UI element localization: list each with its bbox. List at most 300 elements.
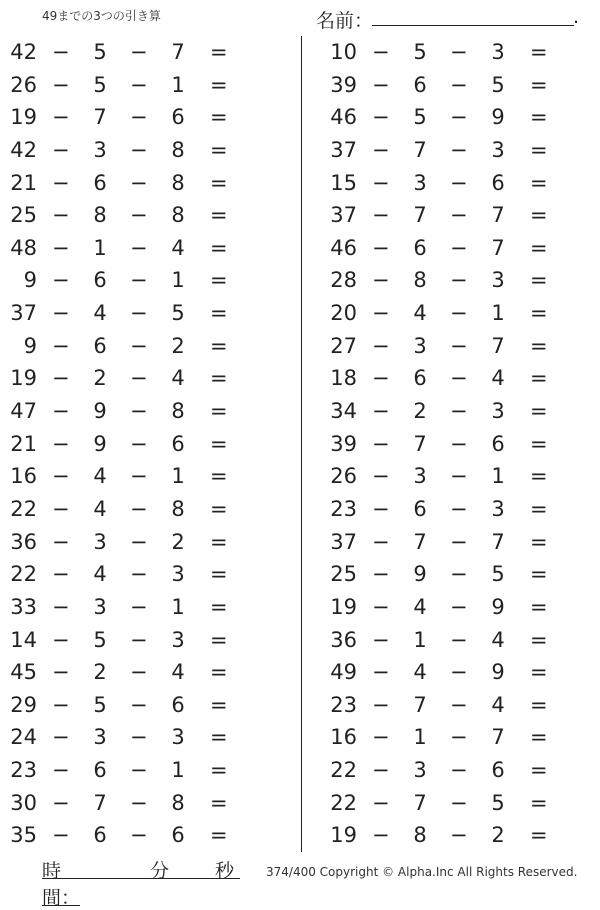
equals-sign: = [530, 203, 548, 228]
subtrahend-2: 7 [491, 725, 505, 750]
minuend: 36 [330, 627, 357, 652]
subtrahend-2: 7 [491, 529, 505, 554]
minus-sign-1: − [52, 399, 70, 424]
subtrahend-1: 6 [93, 758, 107, 783]
minus-sign-1: − [52, 301, 70, 326]
minus-sign-2: − [130, 170, 148, 195]
minuend: 22 [330, 758, 357, 783]
minuend: 42 [10, 137, 37, 162]
subtrahend-1: 7 [93, 790, 107, 815]
minus-sign-1: − [372, 333, 390, 358]
problem-row [0, 69, 280, 102]
subtrahend-1: 2 [93, 660, 107, 685]
subtrahend-2: 1 [171, 594, 185, 619]
minus-sign-2: − [450, 301, 468, 326]
subtrahend-1: 4 [93, 301, 107, 326]
minus-sign-2: − [130, 333, 148, 358]
minus-sign-2: − [450, 105, 468, 130]
minus-sign-2: − [130, 203, 148, 228]
equals-sign: = [530, 137, 548, 162]
subtrahend-2: 6 [491, 431, 505, 456]
problem-row [320, 689, 600, 722]
minus-sign-1: − [52, 594, 70, 619]
subtrahend-1: 7 [93, 105, 107, 130]
minus-sign-2: − [130, 496, 148, 521]
subtrahend-2: 9 [491, 660, 505, 685]
minuend: 37 [330, 529, 357, 554]
equals-sign: = [210, 758, 228, 783]
problem-row [320, 460, 600, 493]
equals-sign: = [530, 464, 548, 489]
equals-sign: = [210, 72, 228, 97]
equals-sign: = [530, 40, 548, 64]
subtrahend-1: 6 [413, 366, 427, 391]
minuend: 33 [10, 594, 37, 619]
minus-sign-2: − [130, 235, 148, 260]
subtrahend-2: 4 [171, 660, 185, 685]
subtrahend-2: 8 [171, 203, 185, 228]
equals-sign: = [530, 268, 548, 293]
problem-row [0, 526, 280, 559]
minus-sign-1: − [372, 105, 390, 130]
minus-sign-2: − [130, 692, 148, 717]
equals-sign: = [530, 105, 548, 130]
minuend: 28 [330, 268, 357, 293]
equals-sign: = [210, 627, 228, 652]
equals-sign: = [210, 790, 228, 815]
minuend: 14 [10, 627, 37, 652]
minus-sign-2: − [130, 301, 148, 326]
minus-sign-1: − [52, 366, 70, 391]
subtrahend-2: 3 [491, 40, 505, 64]
subtrahend-1: 8 [413, 268, 427, 293]
problem-row [320, 656, 600, 689]
minus-sign-2: − [450, 692, 468, 717]
minus-sign-1: − [52, 790, 70, 815]
minus-sign-1: − [52, 235, 70, 260]
minuend: 20 [330, 301, 357, 326]
problem-row [320, 69, 600, 102]
subtrahend-1: 2 [93, 366, 107, 391]
subtrahend-1: 1 [413, 627, 427, 652]
subtrahend-1: 7 [413, 137, 427, 162]
minus-sign-1: − [52, 268, 70, 293]
minus-sign-2: − [450, 790, 468, 815]
subtrahend-1: 9 [93, 399, 107, 424]
minus-sign-1: − [372, 725, 390, 750]
subtrahend-2: 1 [171, 268, 185, 293]
minus-sign-2: − [450, 203, 468, 228]
subtrahend-1: 3 [413, 464, 427, 489]
problem-row [0, 134, 280, 167]
subtrahend-2: 6 [491, 758, 505, 783]
subtrahend-2: 3 [491, 399, 505, 424]
minuend: 35 [10, 823, 37, 848]
subtrahend-1: 7 [413, 431, 427, 456]
minus-sign-2: − [130, 40, 148, 64]
minus-sign-1: − [52, 562, 70, 587]
minus-sign-2: − [450, 594, 468, 619]
minuend: 27 [330, 333, 357, 358]
problem-row [320, 264, 600, 297]
minus-sign-1: − [52, 137, 70, 162]
equals-sign: = [210, 235, 228, 260]
minuend: 9 [23, 268, 37, 293]
minus-sign-2: − [450, 464, 468, 489]
minuend: 24 [10, 725, 37, 750]
minus-sign-1: − [372, 203, 390, 228]
subtrahend-2: 8 [171, 170, 185, 195]
minus-sign-1: − [52, 333, 70, 358]
subtrahend-1: 9 [93, 431, 107, 456]
subtrahend-1: 6 [93, 823, 107, 848]
minuend: 37 [330, 137, 357, 162]
equals-sign: = [530, 301, 548, 326]
subtrahend-2: 2 [171, 333, 185, 358]
equals-sign: = [530, 170, 548, 195]
subtrahend-1: 5 [413, 40, 427, 64]
problem-row [0, 428, 280, 461]
subtrahend-1: 5 [93, 627, 107, 652]
subtrahend-1: 6 [413, 235, 427, 260]
subtrahend-1: 7 [413, 203, 427, 228]
minuend: 18 [330, 366, 357, 391]
minuend: 49 [330, 660, 357, 685]
subtrahend-2: 1 [491, 464, 505, 489]
equals-sign: = [530, 627, 548, 652]
minuend: 48 [10, 235, 37, 260]
minus-sign-1: − [52, 823, 70, 848]
minus-sign-1: − [372, 496, 390, 521]
problem-row [320, 754, 600, 787]
name-end-dot: . [573, 6, 580, 28]
minus-sign-1: − [372, 562, 390, 587]
equals-sign: = [210, 203, 228, 228]
minuend: 16 [330, 725, 357, 750]
equals-sign: = [530, 692, 548, 717]
minuend: 46 [330, 235, 357, 260]
subtrahend-1: 3 [93, 137, 107, 162]
minuend: 19 [330, 594, 357, 619]
minus-sign-2: − [130, 627, 148, 652]
minuend: 19 [10, 105, 37, 130]
subtrahend-2: 1 [491, 301, 505, 326]
problem-row [0, 591, 280, 624]
problem-row [0, 395, 280, 428]
equals-sign: = [210, 333, 228, 358]
minus-sign-2: − [450, 333, 468, 358]
problem-row [320, 395, 600, 428]
subtrahend-1: 5 [93, 72, 107, 97]
subtrahend-2: 8 [171, 137, 185, 162]
problem-row [0, 297, 280, 330]
subtrahend-1: 5 [93, 40, 107, 64]
minus-sign-2: − [450, 627, 468, 652]
name-field-line[interactable] [372, 25, 574, 26]
minus-sign-2: − [130, 529, 148, 554]
minus-sign-2: − [130, 105, 148, 130]
minus-sign-2: − [130, 72, 148, 97]
problem-row [320, 493, 600, 526]
minuend: 42 [10, 40, 37, 64]
minus-sign-2: − [450, 268, 468, 293]
equals-sign: = [210, 399, 228, 424]
subtrahend-2: 6 [171, 692, 185, 717]
minuend: 22 [10, 562, 37, 587]
problem-row [320, 232, 600, 265]
equals-sign: = [210, 170, 228, 195]
equals-sign: = [530, 366, 548, 391]
subtrahend-1: 4 [93, 464, 107, 489]
minus-sign-1: − [372, 431, 390, 456]
subtrahend-2: 4 [491, 366, 505, 391]
problem-row [320, 199, 600, 232]
subtrahend-2: 7 [491, 235, 505, 260]
minus-sign-2: − [130, 790, 148, 815]
problem-row [320, 591, 600, 624]
minuend: 10 [330, 40, 357, 64]
minus-sign-2: − [450, 660, 468, 685]
minuend: 22 [330, 790, 357, 815]
minus-sign-1: − [52, 40, 70, 64]
equals-sign: = [530, 72, 548, 97]
equals-sign: = [530, 431, 548, 456]
subtrahend-2: 9 [491, 105, 505, 130]
equals-sign: = [210, 301, 228, 326]
minuend: 34 [330, 399, 357, 424]
equals-sign: = [530, 758, 548, 783]
minus-sign-2: − [450, 170, 468, 195]
equals-sign: = [210, 692, 228, 717]
subtrahend-2: 6 [171, 823, 185, 848]
left-problem-column [0, 36, 280, 852]
equals-sign: = [210, 660, 228, 685]
name-label: 名前： [316, 10, 374, 32]
equals-sign: = [530, 529, 548, 554]
problem-row [0, 558, 280, 591]
problem-row [0, 721, 280, 754]
equals-sign: = [530, 725, 548, 750]
time-label: 時間： [42, 860, 81, 909]
minus-sign-2: − [450, 725, 468, 750]
subtrahend-1: 3 [413, 333, 427, 358]
equals-sign: = [530, 333, 548, 358]
minus-sign-1: − [52, 725, 70, 750]
equals-sign: = [210, 464, 228, 489]
subtrahend-2: 7 [491, 333, 505, 358]
problem-row [0, 493, 280, 526]
minuend: 36 [10, 529, 37, 554]
minuend: 21 [10, 431, 37, 456]
subtrahend-2: 7 [171, 40, 185, 64]
problem-row [0, 167, 280, 200]
equals-sign: = [530, 235, 548, 260]
equals-sign: = [530, 496, 548, 521]
minus-sign-1: − [372, 692, 390, 717]
minus-sign-2: − [130, 464, 148, 489]
minus-sign-1: − [52, 170, 70, 195]
problem-row [320, 362, 600, 395]
minus-sign-1: − [52, 431, 70, 456]
subtrahend-1: 8 [413, 823, 427, 848]
minus-sign-1: − [372, 790, 390, 815]
subtrahend-1: 6 [413, 496, 427, 521]
minuend: 26 [330, 464, 357, 489]
minus-sign-1: − [52, 627, 70, 652]
equals-sign: = [530, 594, 548, 619]
minus-sign-1: − [52, 105, 70, 130]
subtrahend-1: 7 [413, 529, 427, 554]
minuend: 39 [330, 72, 357, 97]
subtrahend-2: 8 [171, 790, 185, 815]
minuend: 23 [10, 758, 37, 783]
equals-sign: = [210, 562, 228, 587]
problem-row [0, 101, 280, 134]
subtrahend-1: 2 [413, 399, 427, 424]
minus-sign-1: − [52, 529, 70, 554]
subtrahend-1: 8 [93, 203, 107, 228]
problem-row [0, 264, 280, 297]
minus-sign-2: − [130, 399, 148, 424]
equals-sign: = [210, 40, 228, 64]
minuend: 37 [10, 301, 37, 326]
subtrahend-1: 7 [413, 692, 427, 717]
problem-row [320, 558, 600, 591]
minus-sign-1: − [372, 268, 390, 293]
subtrahend-2: 1 [171, 758, 185, 783]
problem-row [0, 754, 280, 787]
problem-row [320, 819, 600, 852]
subtrahend-2: 4 [171, 235, 185, 260]
minuend: 15 [330, 170, 357, 195]
subtrahend-1: 6 [93, 170, 107, 195]
minuend: 19 [330, 823, 357, 848]
minus-sign-2: − [130, 268, 148, 293]
problem-row [320, 428, 600, 461]
minus-sign-2: − [130, 594, 148, 619]
subtrahend-2: 2 [491, 823, 505, 848]
minus-sign-1: − [372, 72, 390, 97]
subtrahend-2: 6 [491, 170, 505, 195]
minus-sign-2: − [130, 137, 148, 162]
minuend: 22 [10, 496, 37, 521]
minus-sign-2: − [130, 725, 148, 750]
minus-sign-1: − [52, 692, 70, 717]
minus-sign-1: − [52, 660, 70, 685]
minuend: 46 [330, 105, 357, 130]
subtrahend-2: 8 [171, 496, 185, 521]
problem-row [0, 689, 280, 722]
minus-sign-2: − [450, 496, 468, 521]
equals-sign: = [210, 529, 228, 554]
minuend: 29 [10, 692, 37, 717]
minus-sign-1: − [372, 40, 390, 64]
minus-sign-2: − [130, 562, 148, 587]
minus-sign-2: − [450, 235, 468, 260]
problem-row [0, 787, 280, 820]
subtrahend-1: 4 [413, 594, 427, 619]
minuend: 21 [10, 170, 37, 195]
minuend: 23 [330, 496, 357, 521]
minuend: 25 [330, 562, 357, 587]
minus-sign-2: − [450, 399, 468, 424]
subtrahend-1: 3 [413, 758, 427, 783]
problem-row [0, 199, 280, 232]
subtrahend-1: 6 [93, 268, 107, 293]
subtrahend-1: 3 [93, 529, 107, 554]
problem-row [320, 721, 600, 754]
minus-sign-1: − [372, 627, 390, 652]
subtrahend-2: 9 [491, 594, 505, 619]
problem-row [320, 101, 600, 134]
minuend: 25 [10, 203, 37, 228]
equals-sign: = [210, 594, 228, 619]
problem-row [320, 167, 600, 200]
subtrahend-1: 4 [413, 301, 427, 326]
problem-row [320, 36, 600, 69]
minus-sign-1: − [52, 72, 70, 97]
equals-sign: = [530, 562, 548, 587]
minuend: 9 [23, 333, 37, 358]
subtrahend-2: 1 [171, 72, 185, 97]
equals-sign: = [210, 823, 228, 848]
subtrahend-2: 3 [171, 562, 185, 587]
minus-sign-1: − [372, 301, 390, 326]
equals-sign: = [210, 496, 228, 521]
subtrahend-2: 2 [171, 529, 185, 554]
minus-sign-1: − [372, 529, 390, 554]
problem-row [320, 624, 600, 657]
subtrahend-1: 4 [413, 660, 427, 685]
equals-sign: = [210, 268, 228, 293]
equals-sign: = [530, 399, 548, 424]
subtrahend-1: 3 [93, 594, 107, 619]
minuend: 23 [330, 692, 357, 717]
problem-row [0, 330, 280, 363]
minuend: 47 [10, 399, 37, 424]
minuend: 19 [10, 366, 37, 391]
subtrahend-2: 3 [171, 725, 185, 750]
subtrahend-2: 3 [171, 627, 185, 652]
minus-sign-1: − [372, 660, 390, 685]
subtrahend-2: 4 [491, 627, 505, 652]
subtrahend-1: 3 [93, 725, 107, 750]
minus-sign-2: − [450, 137, 468, 162]
subtrahend-2: 6 [171, 105, 185, 130]
minus-sign-1: − [372, 464, 390, 489]
minus-sign-1: − [372, 823, 390, 848]
problem-row [320, 787, 600, 820]
minus-sign-2: − [130, 660, 148, 685]
minus-sign-1: − [372, 366, 390, 391]
subtrahend-2: 5 [491, 72, 505, 97]
problem-row [0, 232, 280, 265]
equals-sign: = [530, 790, 548, 815]
minus-sign-1: − [372, 399, 390, 424]
subtrahend-1: 6 [413, 72, 427, 97]
minuend: 30 [10, 790, 37, 815]
right-problem-column [320, 36, 600, 852]
minus-sign-2: − [450, 562, 468, 587]
problem-row [0, 36, 280, 69]
minuend: 16 [10, 464, 37, 489]
problem-row [320, 330, 600, 363]
subtrahend-1: 9 [413, 562, 427, 587]
minus-sign-2: − [450, 529, 468, 554]
equals-sign: = [210, 366, 228, 391]
minus-sign-2: − [450, 40, 468, 64]
problem-row [0, 362, 280, 395]
